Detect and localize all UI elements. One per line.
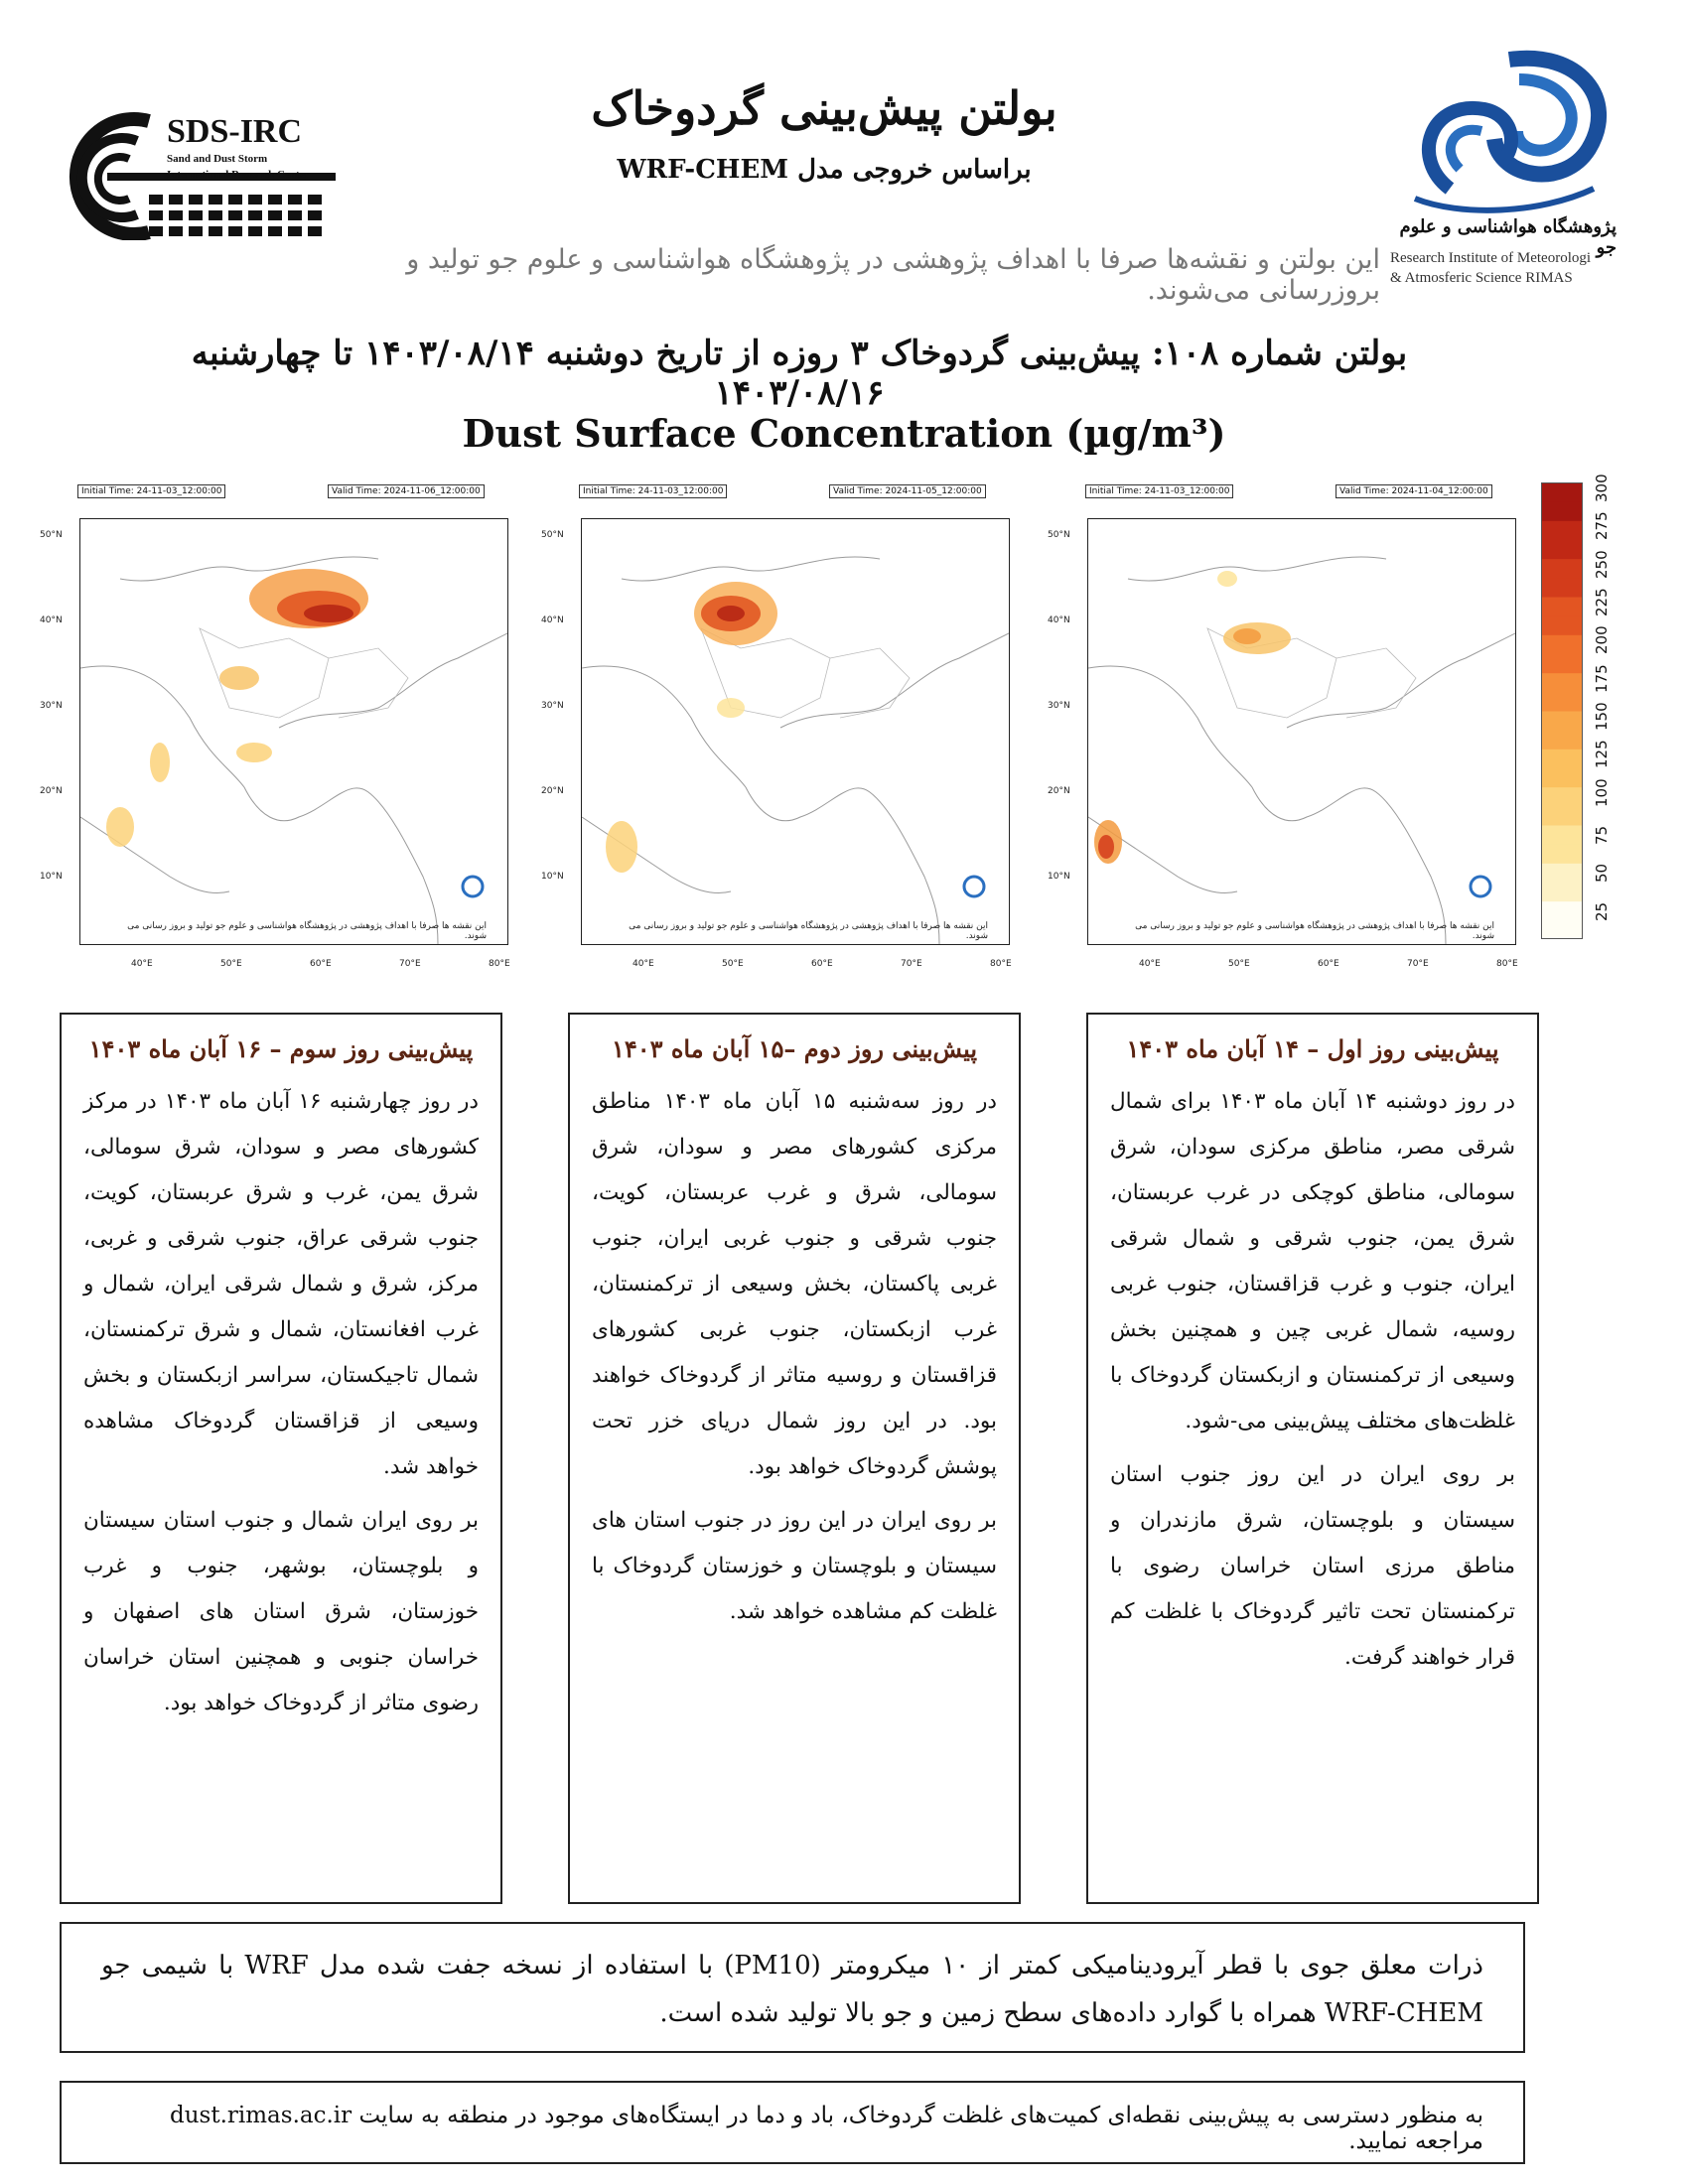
dust-plume xyxy=(236,743,272,762)
colorbar-tick-label: 150 xyxy=(1593,702,1611,731)
forecast-day1-regional: در روز دوشنبه ۱۴ آبان ماه ۱۴۰۳ برای شمال شرقی مصر، مناطق مرکزی سودان، شرق سومالی، مناطق کوچکی در غرب عربستان، شرق یمن، جنوب شرقی و شمال شرقی ایران، جنوب و غرب قزاقستان، جنوب غربی روسیه، شمال غربی چین و همچنین بخش وسیعی از ترکمنستان و ازبکستان گردوخاک با غلظت‌های مختلف پیش‌بینی می-شود. xyxy=(1110,1089,1515,1433)
forecast-day1-box xyxy=(1086,1013,1539,1904)
forecast-day2-box xyxy=(568,1013,1021,1904)
colorbar-swatch xyxy=(1541,654,1583,674)
dust-plume xyxy=(219,666,259,690)
rimas-logo xyxy=(1390,40,1628,218)
map-day1 xyxy=(1048,478,1518,975)
longitude-label: 80°E xyxy=(489,959,510,969)
latitude-label: 40°N xyxy=(40,615,63,625)
colorbar-tick-label: 125 xyxy=(1593,740,1611,769)
colorbar-swatch xyxy=(1541,730,1583,750)
sds-logo-line2: International Research Center xyxy=(167,169,310,181)
latitude-label: 30°N xyxy=(1048,701,1070,711)
longitude-label: 40°E xyxy=(633,959,654,969)
forecast-day2-regional: در روز سه‌شنبه ۱۵ آبان ماه ۱۴۰۳ مناطق مرکزی کشورهای مصر و سودان، شرق سومالی، شرق و غرب عربستان، کویت، جنوب شرقی و جنوب غربی ایران، جنوب غربی پاکستان، بخش وسیعی از ترکمنستان، غرب ازبکستان، جنوب غربی کشورهای قزاقستان و روسیه متاثر از گردوخاک خواهند بود. در این روز شمال دریای خزر تحت پوشش گردوخاک خواهد بود. xyxy=(592,1089,997,1479)
colorbar-swatch xyxy=(1541,634,1583,654)
forecast-day3-box xyxy=(60,1013,502,1904)
sds-logo-name: SDS-IRC xyxy=(167,113,303,150)
dust-plume xyxy=(106,807,134,847)
longitude-label: 40°E xyxy=(1139,959,1161,969)
map-initial-time: Initial Time: 24-11-03_12:00:00 xyxy=(579,484,727,498)
colorbar-tick-label: 50 xyxy=(1593,864,1611,884)
latitude-label: 40°N xyxy=(541,615,564,625)
dust-plume xyxy=(150,743,170,782)
longitude-label: 60°E xyxy=(811,959,833,969)
colorbar-tick-label: 300 xyxy=(1593,474,1611,502)
latitude-label: 50°N xyxy=(541,530,564,540)
longitude-label: 50°E xyxy=(220,959,242,969)
latitude-label: 30°N xyxy=(40,701,63,711)
map-canvas xyxy=(1088,519,1515,944)
map-note: این نقشه ها صرفا با اهداف پژوهشی در پژوهشگاه هواشناسی و علوم جو تولید و بروز رسانی می شوند. xyxy=(629,921,988,941)
dust-plume xyxy=(606,821,637,873)
rimas-logo-fa: پژوهشگاه هواشناسی و علوم جو xyxy=(1399,216,1617,258)
colorbar-swatch xyxy=(1541,863,1583,883)
colorbar-tick-label: 175 xyxy=(1593,664,1611,693)
colorbar-swatch xyxy=(1541,597,1583,616)
pm10-description: ذرات معلق جوی با قطر آیرودینامیکی کمتر از ۱۰ میکرومتر (PM10) با استفاده از نسخه جفت شده مدل WRF با شیمی جو WRF-CHEM همراه با گوارد داده‌های سطح زمین و جو بالا تولید شده است. xyxy=(101,1951,1483,2028)
forecast-day3-iran: بر روی ایران شمال و جنوب استان سیستان و بلوچستان، بوشهر، جنوب و غرب خوزستان، شرق استان های اصفهان و خراسان جنوبی و همچنین استان خراسان رضوی متاثر از گردوخاک خواهد بود. xyxy=(83,1508,479,1715)
dust-plume xyxy=(717,606,745,621)
forecast-day1-title: پیش‌بینی روز اول – ۱۴ آبان ماه ۱۴۰۳ xyxy=(1126,1034,1499,1063)
bulletin-title: بولتن پیش‌بینی گردوخاک xyxy=(591,81,1057,135)
longitude-label: 60°E xyxy=(1318,959,1339,969)
colorbar-swatch xyxy=(1541,501,1583,521)
longitude-label: 70°E xyxy=(901,959,922,969)
colorbar-swatch xyxy=(1541,749,1583,768)
colorbar-swatch xyxy=(1541,578,1583,598)
forecast-day3-regional: در روز چهارشنبه ۱۶ آبان ماه ۱۴۰۳ در مرکز کشورهای مصر و سودان، شرق سومالی، شرق یمن، غرب و شرق عربستان، کویت، جنوب شرقی عراق، جنوب شرقی و غربی، مرکز، شرق و شمال شرقی ایران، شمال و غرب افغانستان، شمال و شرق ترکمنستان، شمال تاجیکستان، سراسر ازبکستان و بخش وسیعی از قزاقستان گردوخاک مشاهده خواهد شد. xyxy=(83,1089,479,1479)
colorbar-swatch xyxy=(1541,520,1583,540)
colorbar-tick-label: 25 xyxy=(1593,901,1611,921)
longitude-label: 70°E xyxy=(399,959,421,969)
latitude-label: 20°N xyxy=(1048,786,1070,796)
disclaimer-text: این بولتن و نقشه‌ها صرفا با اهداف پژوهشی در پژوهشگاه هواشناسی و علوم جو تولید و بروزرسانی می‌شوند. xyxy=(406,244,1380,306)
colorbar-swatch xyxy=(1541,787,1583,807)
forecast-day2-title: پیش‌بینی روز دوم –۱۵ آبان ماه ۱۴۰۳ xyxy=(611,1034,978,1063)
latitude-label: 30°N xyxy=(541,701,564,711)
colorbar-swatch xyxy=(1541,844,1583,864)
colorbar-swatch xyxy=(1541,883,1583,902)
longitude-label: 40°E xyxy=(131,959,153,969)
colorbar-swatch xyxy=(1541,768,1583,788)
bulletin-number-heading: بولتن شماره ۱۰۸: پیش‌بینی گردوخاک ۳ روزه از تاریخ دوشنبه ۱۴۰۳/۰۸/۱۴ تا چهارشنبه ۱۴۰۳/۰۸/۱۶ xyxy=(191,334,1408,413)
latitude-label: 10°N xyxy=(541,872,564,882)
longitude-label: 80°E xyxy=(990,959,1012,969)
sds-logo-line1: Sand and Dust Storm xyxy=(167,153,268,165)
map-note: این نقشه ها صرفا با اهداف پژوهشی در پژوهشگاه هواشناسی و علوم جو تولید و بروز رسانی می شوند. xyxy=(1135,921,1494,941)
colorbar-tick-label: 200 xyxy=(1593,625,1611,655)
latitude-label: 10°N xyxy=(40,872,63,882)
colorbar-swatch xyxy=(1541,920,1583,939)
latitude-label: 50°N xyxy=(1048,530,1070,540)
latitude-label: 40°N xyxy=(1048,615,1070,625)
latitude-label: 50°N xyxy=(40,530,63,540)
longitude-label: 50°E xyxy=(1228,959,1250,969)
dust-plume xyxy=(1217,571,1237,587)
colorbar-tick-label: 100 xyxy=(1593,778,1611,807)
forecast-day2-iran: بر روی ایران در این روز در جنوب استان های سیستان و بلوچستان و خوزستان گردوخاک با غلظت کم مشاهده خواهد شد. xyxy=(592,1508,997,1624)
website-info: به منظور دسترسی به پیش‌بینی نقطه‌ای کمیت‌های غلظت گردوخاک، باد و دما در ایستگاه‌های موجود در منطقه به سایت dust.rimas.ac.ir مراجعه نمایید. xyxy=(170,2103,1483,2154)
colorbar-swatch xyxy=(1541,806,1583,826)
map-initial-time: Initial Time: 24-11-03_12:00:00 xyxy=(1085,484,1233,498)
map-day2 xyxy=(541,478,1012,975)
rimas-logo-en1: Research Institute of Meteorologi xyxy=(1390,250,1592,266)
map-valid-time: Valid Time: 2024-11-06_12:00:00 xyxy=(328,484,485,498)
longitude-label: 70°E xyxy=(1407,959,1429,969)
colorbar-tick-label: 275 xyxy=(1593,511,1611,541)
colorbar-swatch xyxy=(1541,901,1583,921)
dust-plume xyxy=(304,605,353,622)
longitude-label: 60°E xyxy=(310,959,332,969)
longitude-label: 80°E xyxy=(1496,959,1518,969)
forecast-day3-title: پیش‌بینی روز سوم – ۱۶ آبان ماه ۱۴۰۳ xyxy=(88,1034,474,1063)
map-day3 xyxy=(40,478,510,975)
map-note: این نقشه ها صرفا با اهداف پژوهشی در پژوهشگاه هواشناسی و علوم جو تولید و بروز رسانی می شوند. xyxy=(127,921,487,941)
map-initial-time: Initial Time: 24-11-03_12:00:00 xyxy=(77,484,225,498)
map-valid-time: Valid Time: 2024-11-04_12:00:00 xyxy=(1336,484,1492,498)
colorbar-swatch xyxy=(1541,482,1583,502)
colorbar-swatch xyxy=(1541,540,1583,560)
longitude-label: 50°E xyxy=(722,959,744,969)
map-frame xyxy=(1087,518,1516,945)
pm10-description-box xyxy=(60,1922,1525,2053)
map-frame xyxy=(581,518,1010,945)
concentration-title: Dust Surface Concentration (µg/m³) xyxy=(462,411,1226,456)
forecast-day1-iran: بر روی ایران در این روز جنوب استان سیستان و بلوچستان، شرق مازندران و مناطق مرزی استان خراسان رضوی با ترکمنستان تحت تاثیر گردوخاک با غلظت کم قرار خواهند گرفت. xyxy=(1110,1462,1515,1670)
latitude-label: 10°N xyxy=(1048,872,1070,882)
colorbar-tick-label: 225 xyxy=(1593,588,1611,616)
colorbar-swatch xyxy=(1541,692,1583,712)
map-frame xyxy=(79,518,508,945)
latitude-label: 20°N xyxy=(541,786,564,796)
map-canvas xyxy=(582,519,1009,944)
dust-plume xyxy=(717,698,745,718)
colorbar xyxy=(1541,482,1583,939)
dust-plume xyxy=(1098,835,1114,859)
rimas-logo-en2: & Atmosferic Science RIMAS xyxy=(1390,270,1573,286)
colorbar-swatch xyxy=(1541,615,1583,635)
map-valid-time: Valid Time: 2024-11-05_12:00:00 xyxy=(829,484,986,498)
bulletin-subtitle: براساس خروجی مدل WRF-CHEM xyxy=(617,155,1032,185)
dust-plume xyxy=(1233,628,1261,644)
latitude-label: 20°N xyxy=(40,786,63,796)
map-canvas xyxy=(80,519,507,944)
colorbar-tick-label: 75 xyxy=(1593,825,1611,845)
colorbar-swatch xyxy=(1541,559,1583,579)
colorbar-tick-label: 250 xyxy=(1593,550,1611,579)
website-info-box xyxy=(60,2081,1525,2164)
colorbar-swatch xyxy=(1541,673,1583,693)
colorbar-swatch xyxy=(1541,825,1583,845)
colorbar-swatch xyxy=(1541,711,1583,731)
